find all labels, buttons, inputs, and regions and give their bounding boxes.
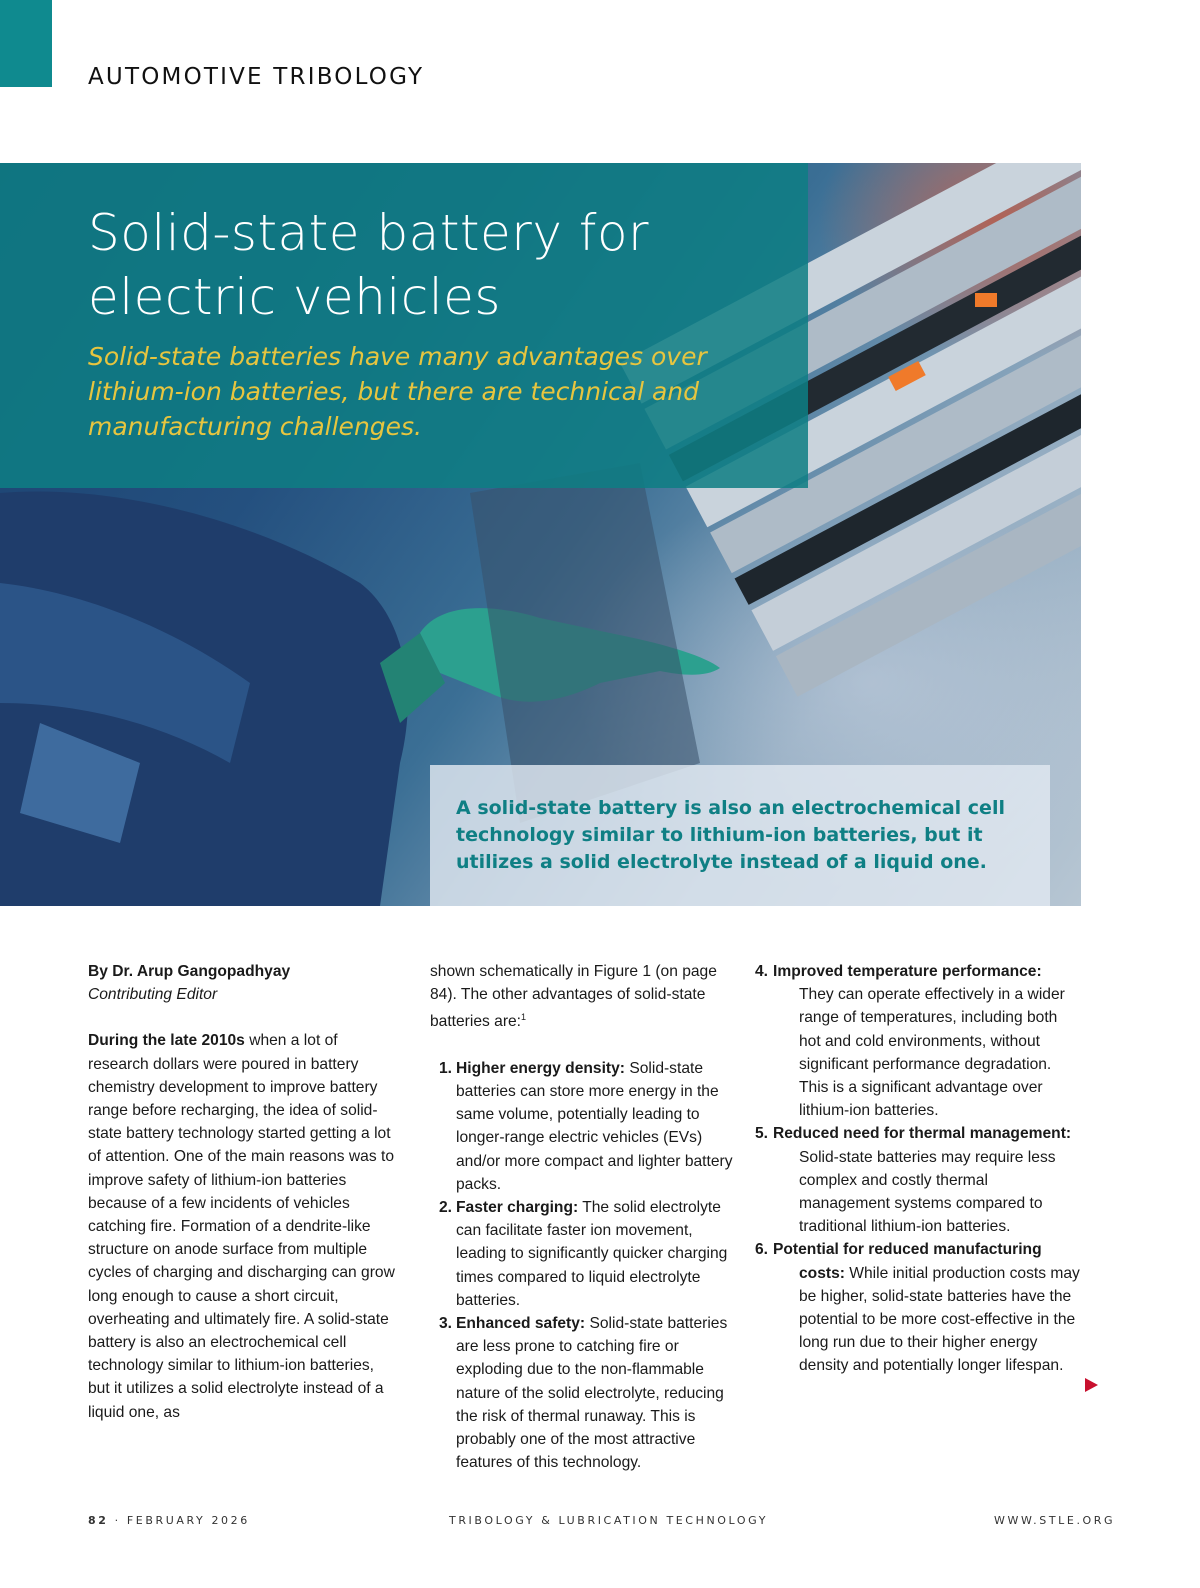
item-number: 1. <box>438 1059 452 1077</box>
lead-body: when a lot of research dollars were poured in battery chemistry development to improve battery range before recharging, the idea of solid-state battery technology started getting a lot of attention. One of the main reasons was to improve safety of lithium-ion batteries because of a few incidents of vehicles catching fire. Formation of a dendrite-like structure on anode surface from multiple cycles of charging and discharging can grow long enough to cause a short circuit, overheating and ultimately fire. A solid-state battery is also an electrochemical cell technology similar to lithium-ion batteries, but it utilizes a solid electrolyte instead of a liquid one, as <box>88 1032 395 1421</box>
lead-paragraph <box>88 1029 398 1423</box>
section-color-tab <box>0 0 52 87</box>
item-text: The solid electrolyte can facilitate faster ion movement, leading to significantly quicker charging times compared to liquid electrolyte batteries. <box>456 1199 728 1309</box>
advantage-item <box>754 960 1080 1122</box>
item-text: While initial production costs may be higher, solid-state batteries have the potential to be more cost-effective in the long run due to their higher energy density and potentially longer lifespan. <box>799 1264 1080 1375</box>
item-number: 4. <box>754 963 768 980</box>
pull-quote-text: A solid-state battery is also an electrochemical cell technology similar to lithium-ion batteries, but it utilizes a solid electrolyte instead of a liquid one. <box>456 797 1005 873</box>
item-title: Enhanced safety: <box>456 1315 586 1333</box>
article-title-line-2: electric vehicles <box>88 268 501 326</box>
footer-page-info <box>88 1514 250 1527</box>
footnote-reference: 1 <box>521 1012 527 1023</box>
item-title: Faster charging: <box>456 1199 579 1217</box>
item-number: 2. <box>438 1199 452 1217</box>
advantage-item <box>430 1057 740 1196</box>
text-column-1 <box>88 960 398 1424</box>
item-text: Solid-state batteries can store more energy in the same volume, potentially leading to longer-range electric vehicles (EVs) and/or more compact and lighter battery packs. <box>456 1059 733 1193</box>
article-subtitle: Solid-state batteries have many advantages over lithium-ion batteries, but there are technical and manufacturing challenges. <box>88 342 707 441</box>
advantage-item <box>754 1238 1080 1377</box>
hero-image <box>0 163 1081 906</box>
item-title: Higher energy density: <box>456 1059 625 1077</box>
footer-separator: · <box>114 1514 121 1527</box>
continue-arrow-icon <box>1085 1378 1098 1392</box>
item-title: Improved temperature performance: <box>773 963 1042 980</box>
item-text: Solid-state batteries may require less complex and costly thermal management systems compared to traditional lithium-ion batteries. <box>799 1148 1056 1236</box>
pull-quote-box <box>430 765 1050 906</box>
text-column-2 <box>430 960 740 1474</box>
item-text: They can operate effectively in a wider range of temperatures, including both hot and cold environments, without significant performance degradation. This is a significant advantage over lithium-ion batteries. <box>799 986 1065 1120</box>
item-text: Solid-state batteries are less prone to catching fire or exploding due to the non-flammable nature of the solid electrolyte, reducing the risk of thermal runaway. This is probably one of the most attractive features of this technology. <box>456 1315 728 1472</box>
advantages-list-part-2 <box>754 960 1080 1378</box>
title-panel <box>0 163 808 488</box>
advantages-intro <box>430 960 740 1034</box>
advantages-intro-text: shown schematically in Figure 1 (on page 84). The other advantages of solid-state batteries are: <box>430 963 717 1031</box>
item-number: 3. <box>438 1315 452 1333</box>
advantage-item <box>754 1122 1080 1238</box>
page-number: 82 <box>88 1514 109 1527</box>
author-role: Contributing Editor <box>88 986 218 1004</box>
advantage-item <box>430 1312 740 1474</box>
lead-in: During the late 2010s <box>88 1032 245 1050</box>
article-title-line-1: Solid-state battery for <box>88 204 650 262</box>
advantages-list-part-1 <box>430 1057 740 1475</box>
item-number: 6. <box>754 1241 768 1259</box>
issue-date: FEBRUARY 2026 <box>126 1514 250 1527</box>
item-title: Potential for reduced manufacturing costs: <box>773 1241 1042 1282</box>
text-column-3 <box>754 960 1080 1378</box>
author-byline: By Dr. Arup Gangopadhyay <box>88 963 291 980</box>
item-title: Reduced need for thermal management: <box>773 1125 1072 1143</box>
website-link[interactable]: WWW.STLE.ORG <box>994 1514 1116 1527</box>
advantage-item <box>430 1196 740 1312</box>
publication-name: TRIBOLOGY & LUBRICATION TECHNOLOGY <box>449 1514 769 1527</box>
section-label: AUTOMOTIVE TRIBOLOGY <box>88 64 425 90</box>
item-number: 5. <box>754 1125 768 1143</box>
article-title <box>88 201 788 329</box>
